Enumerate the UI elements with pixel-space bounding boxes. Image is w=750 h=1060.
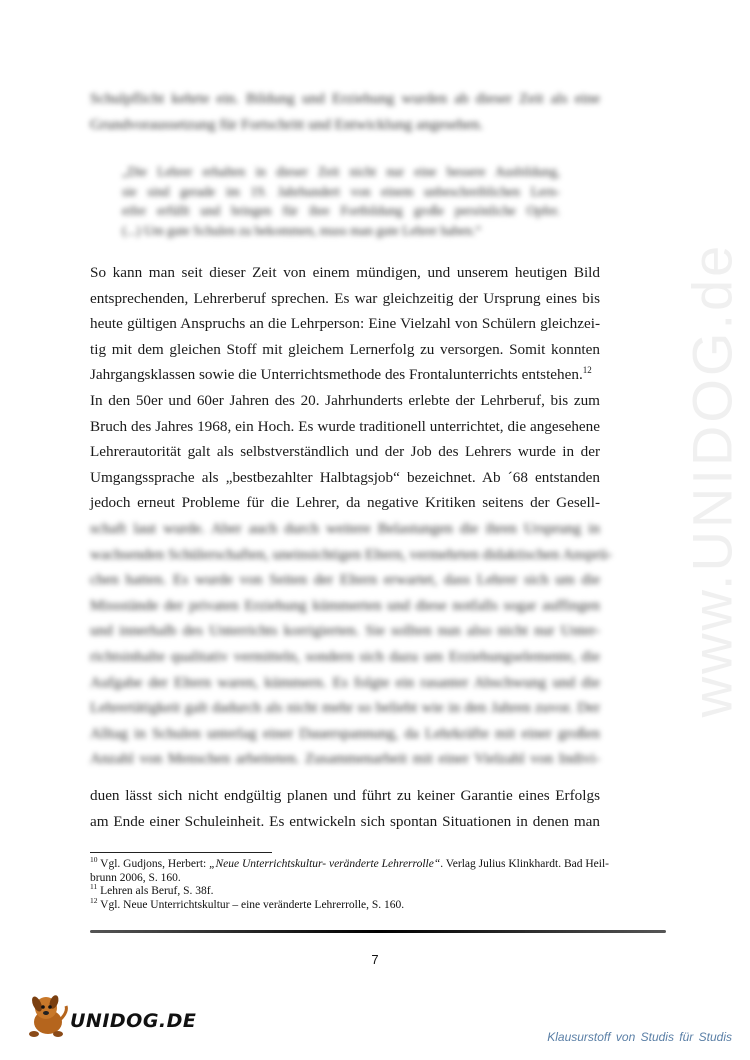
text-line: tig mit dem gleichen Stoff mit gleichem Lernerfolg zu versorgen. Somit konnten <box>90 340 600 358</box>
text-line: Anzahl von Menschen arbeiteten. Zusammenarbeit mit einer Vielzahl von Indivi- <box>90 750 600 768</box>
watermark-text: www.UNIDOG.de <box>680 242 744 718</box>
footnote-11 <box>90 882 670 899</box>
text-line: wachsenden Schülerschaften, uneinsichtigen Eltern, vermehrten didaktischen Ansprü- <box>90 545 613 563</box>
footnote-text: . Verlag Julius Klinkhardt. Bad Heil- <box>440 858 609 870</box>
logo-text: UNIDOG.DE <box>70 1010 197 1032</box>
text-line: Grundvoraussetzung für Fortschritt und Entwicklung angesehen. <box>90 115 484 133</box>
text-line: Lehrerautorität galt als selbstverständlich und der Job des Lehrers wurde in der <box>90 443 600 461</box>
footnote-number: 11 <box>90 882 98 892</box>
blurred-block-quote <box>122 162 560 240</box>
quote-line: „Die Lehrer erhalten in dieser Zeit nicht nur eine bessere Ausbildung, <box>122 164 560 179</box>
text-line: entsprechenden, Lehrerberuf sprechen. Es war gleichzeitig der Ursprung eines bis <box>90 289 600 307</box>
unidog-logo[interactable] <box>24 990 204 1042</box>
text-line: Schulpflicht kehrte ein. Bildung und Erziehung wurden ab dieser Zeit als eine <box>90 90 600 107</box>
quote-line: (...) Um gute Schulen zu bekommen, muss man gute Lehrer haben.“ <box>122 222 482 238</box>
footnote-text: Lehren als Beruf, S. 38f. <box>97 885 214 898</box>
blurred-main-paragraph <box>90 516 613 772</box>
text-line: Aufgabe der Eltern waren, kümmern. Es folgte ein rasanter Abschwung und die <box>90 673 600 691</box>
text-line-with-footnote <box>90 362 600 388</box>
footnotes <box>90 855 670 912</box>
text-line: heute gültigen Anspruchs an die Lehrperson: Eine Vielzahl von Schülern gleichzei- <box>90 315 600 333</box>
text-line: duen lässt sich nicht endgültig planen und führt zu keiner Garantie eines Erfolgs <box>90 787 600 804</box>
text-line: Lehrertätigkeit galt dadurch als nicht mehr so beliebt wie in den Jahren zuvor. Der <box>90 699 600 717</box>
footer-tagline: Klausurstoff von Studis für Studis <box>547 1030 732 1044</box>
dog-mascot-icon <box>24 990 70 1040</box>
text-line: schaft laut wurde. Aber auch durch weitere Belastungen die ihren Ursprung in <box>90 520 600 537</box>
footnote-12 <box>90 895 670 913</box>
quote-line: sie sind gerade im 19. Jahrhundert von einem unbeschreiblichen Lern- <box>122 183 560 199</box>
footnote-10-continued: brunn 2006, S. 160. <box>90 871 181 884</box>
text-line: So kann man seit dieser Zeit von einem mündigen, und unserem heutigen Bild <box>90 264 600 281</box>
text-line: Bruch des Jahres 1968, ein Hoch. Es wurde traditionell unterrichtet, die angesehene <box>90 417 600 435</box>
blurred-intro-paragraph <box>90 86 600 137</box>
text-line: chen hatten. Es wurde von Seiten der Eltern erwartet, dass Lehrer sich um die <box>90 571 600 589</box>
footnote-text: Vgl. Gudjons, Herbert: <box>97 858 210 870</box>
footnote-separator <box>90 852 272 853</box>
page-number: 7 <box>371 952 379 967</box>
main-paragraph <box>90 260 600 516</box>
text-line: Umgangssprache als „bestbezahlter Halbtagsjob“ bezeichnet. Ab ´68 entstanden <box>90 468 600 486</box>
footnote-number: 12 <box>90 895 98 905</box>
footnote-text: Vgl. Neue Unterrichtskultur – eine veränderte Lehrerrolle, S. 160. <box>97 898 405 911</box>
footnote-10 <box>90 855 670 872</box>
text-line: richtsinhalte qualitativ vermitteln, sondern sich dazu um Erziehungselemente, die <box>90 647 600 665</box>
text-line: und innerhalb des Unterrichts korrigierten. Sie sollten nun also nicht nur Unter- <box>90 622 600 640</box>
text-line: In den 50er und 60er Jahren des 20. Jahrhunderts erlebte der Lehrberuf, bis zum <box>90 391 600 409</box>
text-line: Alltag in Schulen unterlag einer Dauerspannung, da Lehrkräfte mit einer großen <box>90 724 600 742</box>
text-line: Missstände der privaten Erziehung kümmerten und diese notfalls sogar auffingen <box>90 596 600 614</box>
text-line: jedoch erneut Probleme für die Lehrer, da negative Kritiken seitens der Gesell- <box>90 494 600 512</box>
text-line: am Ende einer Schuleinheit. Es entwickeln sich spontan Situationen in denen man <box>90 812 600 830</box>
footnote-number: 10 <box>90 855 98 865</box>
footnote-reference: 12 <box>582 365 592 376</box>
footnote-title: „Neue Unterrichtskultur- veränderte Lehrerrolle“ <box>209 858 441 870</box>
bottom-divider <box>90 930 666 933</box>
main-paragraph-tail <box>90 783 600 834</box>
text-line: Jahrgangsklassen sowie die Unterrichtsmethode des Frontalunterrichts entstehen. <box>90 366 583 384</box>
quote-line: eifer erfüllt und bringen für ihre Fortbildung große persönliche Opfer. <box>122 203 560 218</box>
